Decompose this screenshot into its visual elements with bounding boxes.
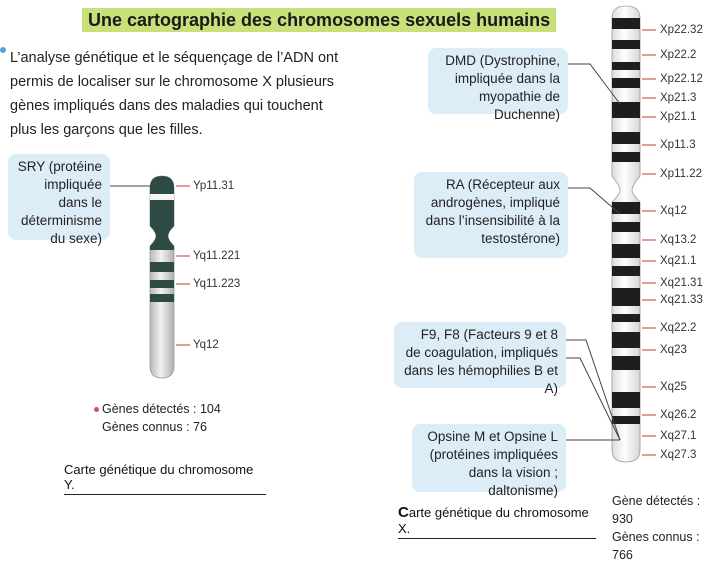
x-band-label: Xq27.1 <box>660 430 697 442</box>
x-band-label: Xp22.32 <box>660 24 703 36</box>
y-genes-detected: Gènes détectés : 104 <box>102 402 221 416</box>
y-band-label: Yq11.223 <box>193 278 241 290</box>
y-band-label: Yq12 <box>193 339 219 351</box>
x-band-label: Xq13.2 <box>660 234 697 246</box>
x-genes-detected: Gène détectés : 930 <box>612 494 701 526</box>
y-band-label: Yq11.221 <box>193 250 241 262</box>
dmd-callout: DMD (Dystrophine, impliquée dans la myopathie de Duchenne) <box>428 48 568 114</box>
x-band-label: Xp11.3 <box>660 139 696 151</box>
x-band-label: Xp21.3 <box>660 92 697 104</box>
x-band-label: Xp11.22 <box>660 168 702 180</box>
x-band-label: Xq26.2 <box>660 409 697 421</box>
x-genes-known: Gènes connus : 766 <box>612 530 700 562</box>
y-band-ticks <box>176 186 190 345</box>
x-band-label: Xq23 <box>660 344 687 356</box>
x-gene-stats <box>612 492 716 564</box>
x-caption-initial: C <box>398 504 409 521</box>
y-genes-known: Gènes connus : 76 <box>102 420 207 434</box>
opsin-callout: Opsine M et Opsine L (protéines impliquées dans la vision ; daltonisme) <box>412 424 566 492</box>
chromosome-y <box>150 176 174 378</box>
x-band-label: Xq25 <box>660 381 687 393</box>
sry-callout: SRY (protéine impliquée dans le déterminisme du sexe) <box>8 154 110 240</box>
x-band-label: Xq21.1 <box>660 255 697 267</box>
x-band-label: Xq21.31 <box>660 277 703 289</box>
chromosome-x <box>612 6 640 462</box>
x-band-label: Xq12 <box>660 205 687 217</box>
x-band-label: Xp21.1 <box>660 111 697 123</box>
x-band-label: Xq27.3 <box>660 449 697 461</box>
x-band-label: Xp22.12 <box>660 73 703 85</box>
x-caption-text: arte génétique du chromosome X. <box>398 505 589 536</box>
ra-callout: RA (Récepteur aux androgènes, impliqué dans l’insensibilité à la testostérone) <box>414 172 568 258</box>
f9-f8-callout: F9, F8 (Facteurs 9 et 8 de coagulation, impliqués dans les hémophilies B et A) <box>394 322 566 388</box>
y-band-label: Yp11.31 <box>193 180 235 192</box>
x-band-label: Xp22.2 <box>660 49 697 61</box>
intro-paragraph: L’analyse génétique et le séquençage de l’ADN ont permis de localiser sur le chromosome X plusieurs gènes impliqués dans des maladies qui touchent plus les garçons que les filles. <box>10 50 339 138</box>
y-gene-stats <box>94 400 221 436</box>
x-band-label: Xq21.33 <box>660 294 703 306</box>
bullet-icon <box>94 407 99 412</box>
x-band-label: Xq22.2 <box>660 322 697 334</box>
x-band-ticks <box>642 30 656 455</box>
x-caption <box>398 504 596 539</box>
page-title: Une cartographie des chromosomes sexuels humains <box>82 8 556 32</box>
y-caption: Carte génétique du chromosome Y. <box>64 462 266 495</box>
